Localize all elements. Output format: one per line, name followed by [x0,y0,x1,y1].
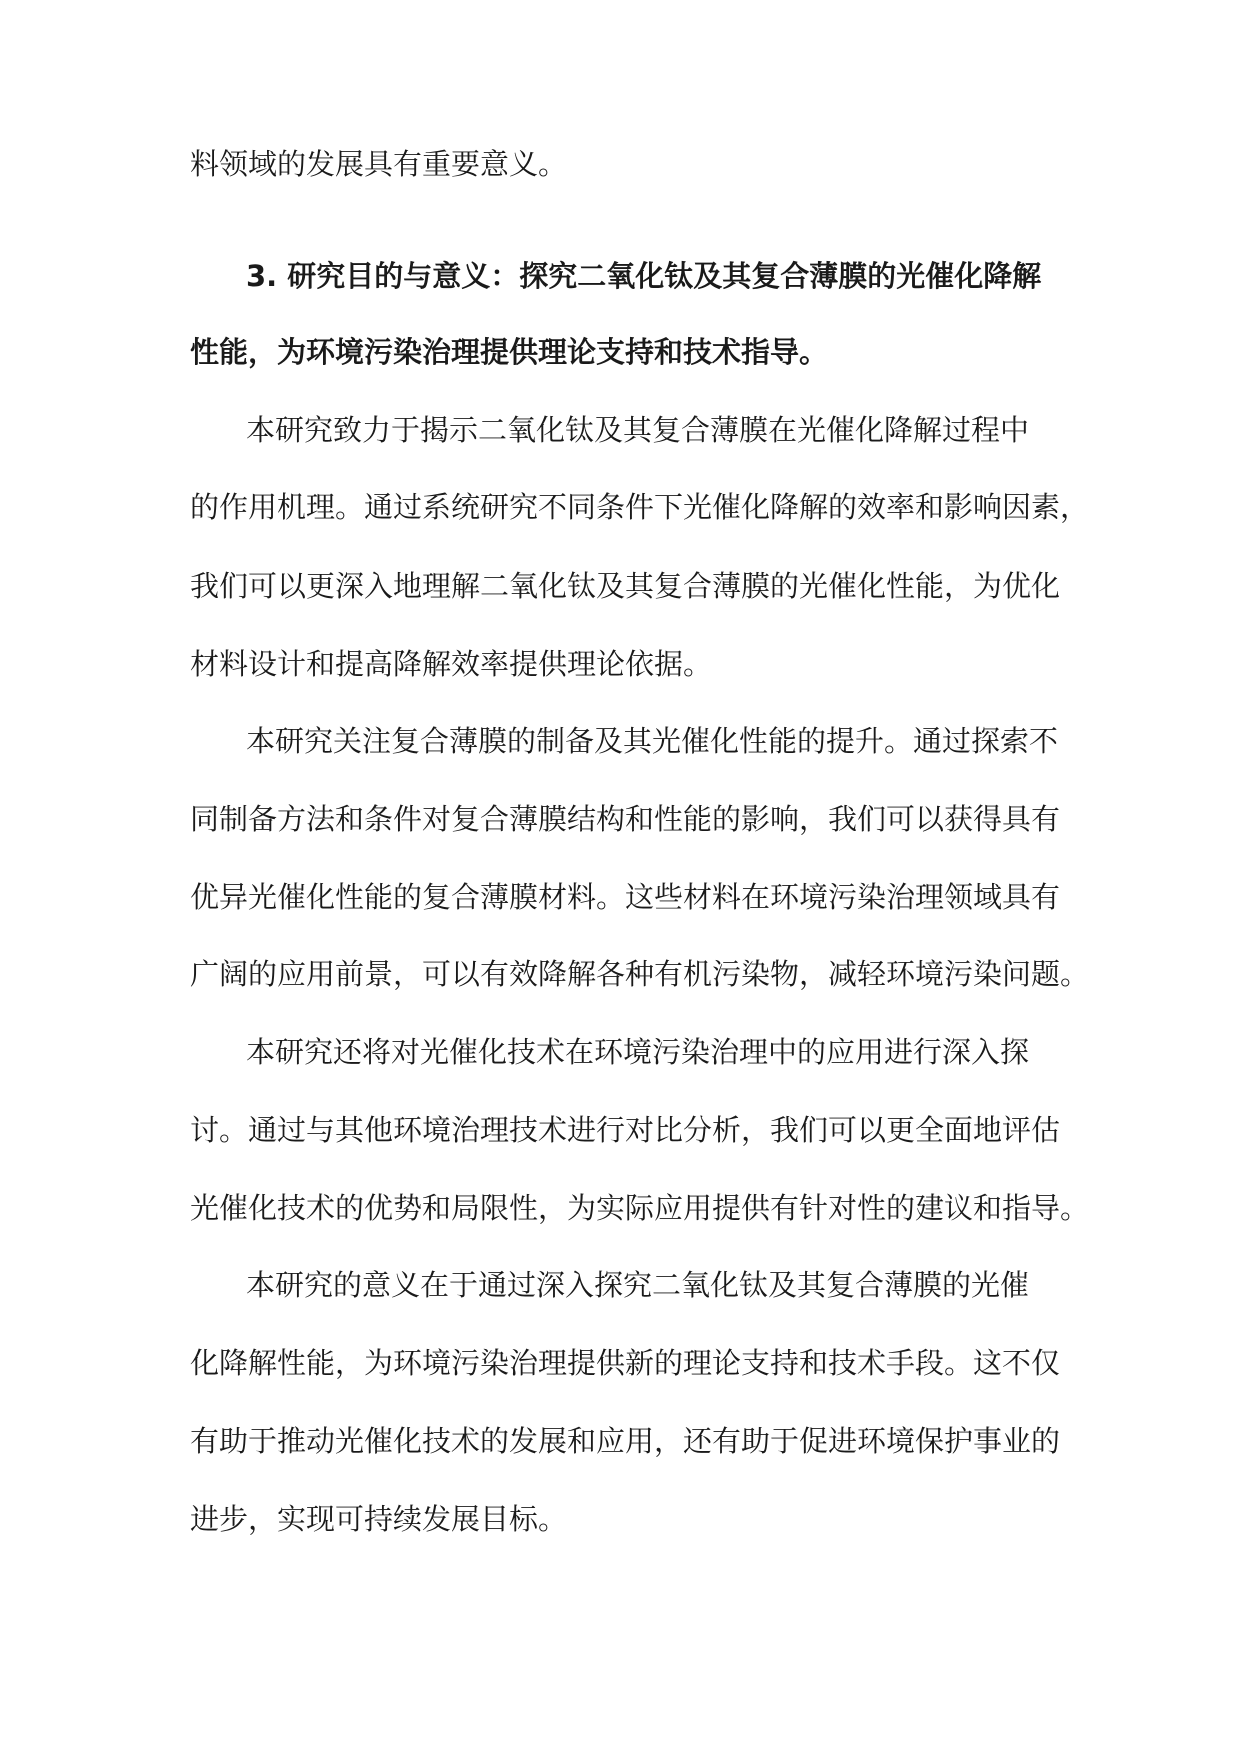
paragraph-1-line-2: 的作用机理。通过系统研究不同条件下光催化降解的效率和影响因素， [190,490,1090,524]
paragraph-2-line-4: 广阔的应用前景，可以有效降解各种有机污染物，减轻环境污染问题。 [190,957,1090,991]
paragraph-line-continuation: 料领域的发展具有重要意义。 [190,147,568,181]
paragraph-4-line-1: 本研究的意义在于通过深入探究二氧化钛及其复合薄膜的光催 [246,1268,1030,1302]
paragraph-2-line-1: 本研究关注复合薄膜的制备及其光催化性能的提升。通过探索不 [246,724,1059,758]
paragraph-1-line-4: 材料设计和提高降解效率提供理论依据。 [190,647,713,681]
paragraph-3-line-1: 本研究还将对光催化技术在环境污染治理中的应用进行深入探 [246,1035,1030,1069]
paragraph-1-line-1: 本研究致力于揭示二氧化钛及其复合薄膜在光催化降解过程中 [246,413,1030,447]
paragraph-1-line-3: 我们可以更深入地理解二氧化钛及其复合薄膜的光催化性能，为优化 [190,569,1061,603]
paragraph-3-line-2: 讨。通过与其他环境治理技术进行对比分析，我们可以更全面地评估 [190,1113,1061,1147]
paragraph-2-line-2: 同制备方法和条件对复合薄膜结构和性能的影响，我们可以获得具有 [190,802,1061,836]
section-heading: 3. 研究目的与意义：探究二氧化钛及其复合薄膜的光催化降解 [246,259,1042,293]
paragraph-2-line-3: 优异光催化性能的复合薄膜材料。这些材料在环境污染治理领域具有 [190,880,1061,914]
paragraph-3-line-3: 光催化技术的优势和局限性，为实际应用提供有针对性的建议和指导。 [190,1191,1090,1225]
paragraph-4-line-4: 进步，实现可持续发展目标。 [190,1502,568,1536]
paragraph-4-line-2: 化降解性能，为环境污染治理提供新的理论支持和技术手段。这不仅 [190,1346,1061,1380]
section-heading-cont: 性能，为环境污染治理提供理论支持和技术指导。 [190,335,829,369]
paragraph-4-line-3: 有助于推动光催化技术的发展和应用，还有助于促进环境保护事业的 [190,1424,1061,1458]
